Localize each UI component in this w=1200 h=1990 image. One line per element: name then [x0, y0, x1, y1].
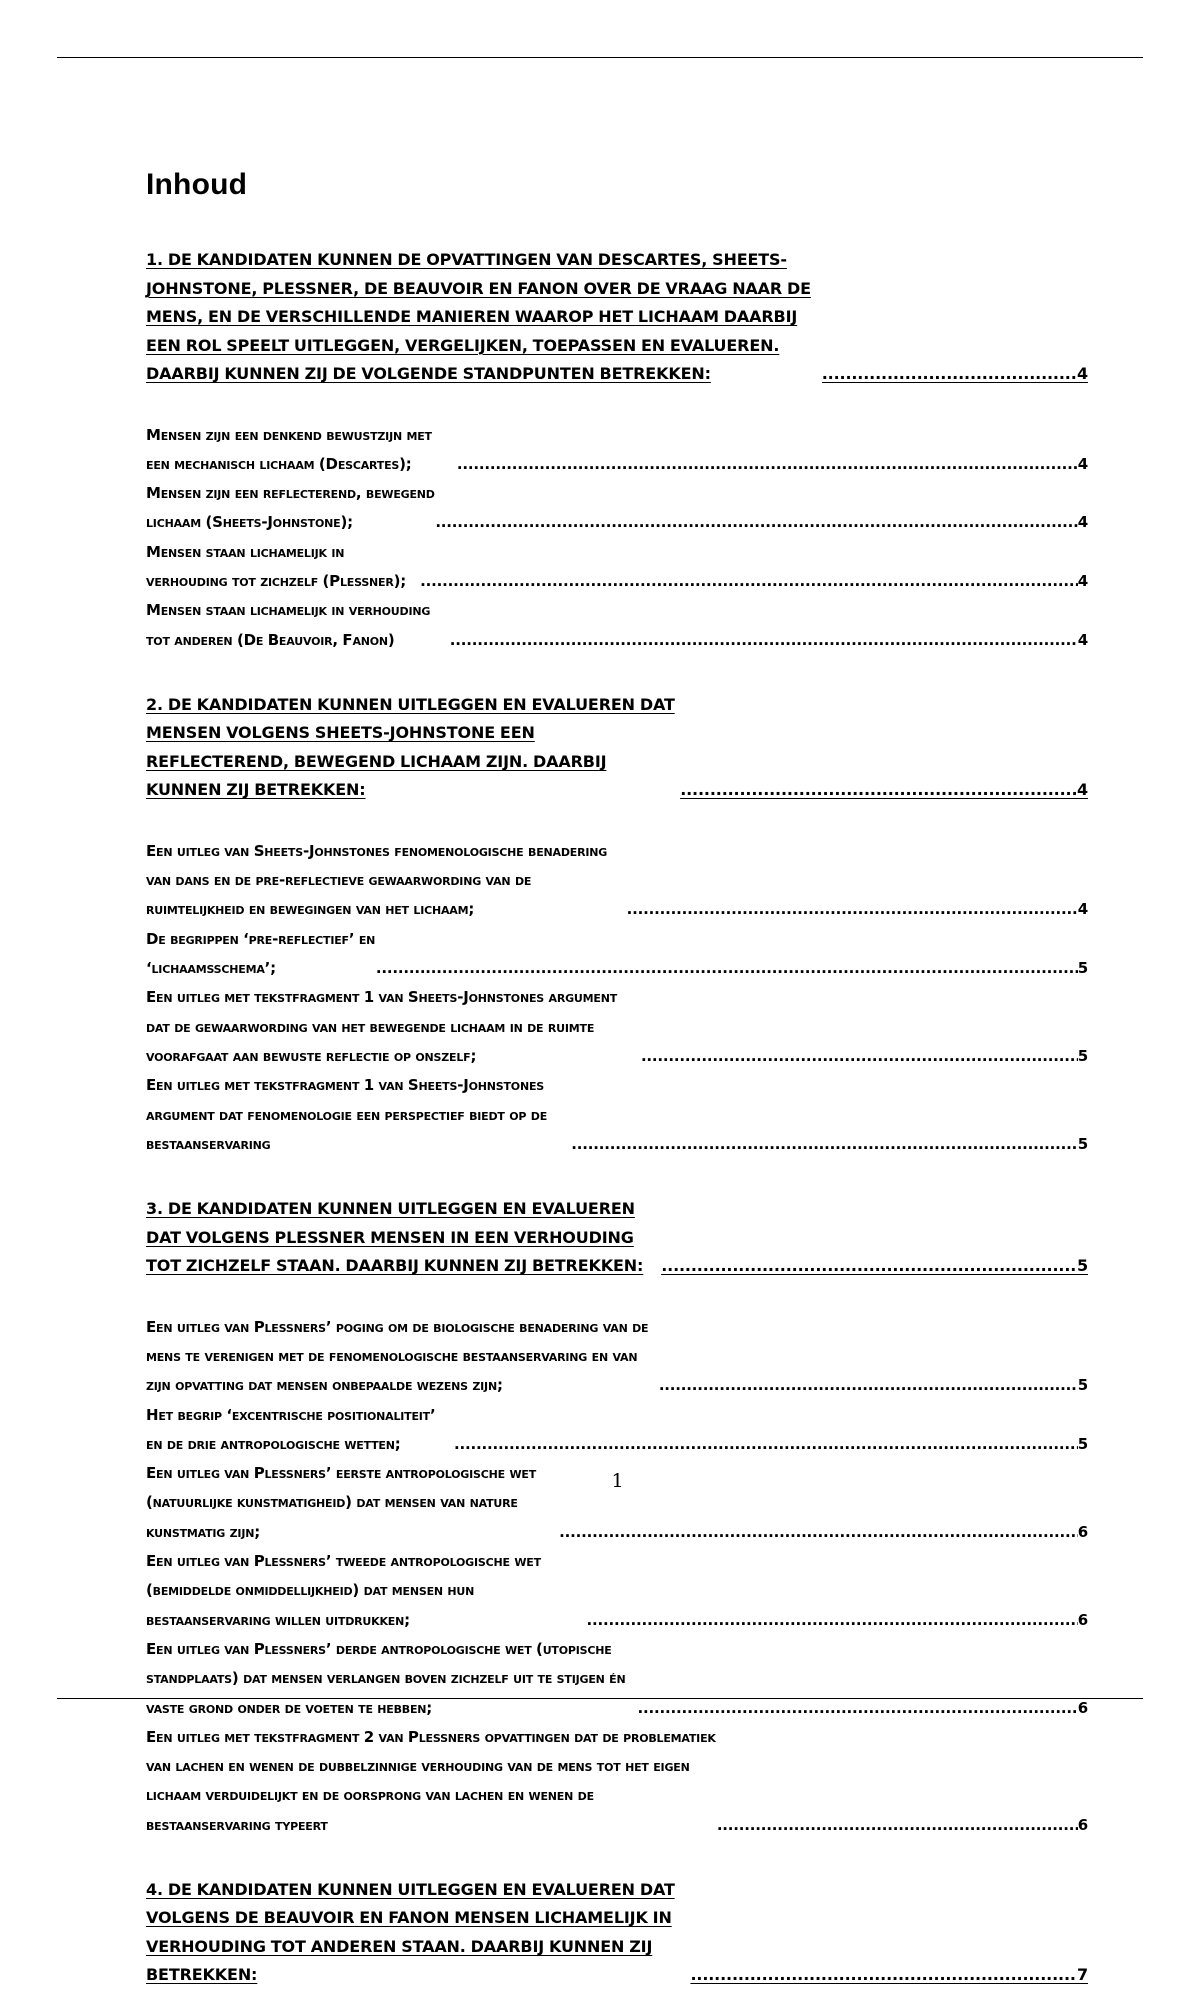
dot-leader: [641, 1042, 1078, 1071]
toc-heading-entry[interactable]: [146, 1876, 1088, 1990]
toc-subentry-text: Een uitleg van Plessners’ poging om de biologische benadering van de mens te verenigen met de fenomenologische bestaanservaring en van zijn opvatting dat mensen onbepaalde wezens zijn;: [146, 1317, 649, 1395]
toc-subentry-text: De begrippen ‘pre-reflectief’ en ‘lichaamsschema’;: [146, 929, 376, 978]
toc-subentry-text: Mensen staan lichamelijk in verhouding tot zichzelf (Plessner);: [146, 542, 407, 590]
dot-leader: [376, 954, 1078, 983]
toc-page-number: 5: [1077, 1134, 1088, 1153]
toc-page-number: 6: [1077, 1698, 1088, 1717]
toc-subentry[interactable]: [146, 1547, 1088, 1635]
dot-leader: [420, 567, 1078, 596]
toc-page-number: 6: [1077, 1815, 1088, 1834]
toc-page-number: 4: [1077, 900, 1088, 919]
toc-heading-entry[interactable]: [146, 246, 1088, 389]
toc-subentry-text: Een uitleg van Plessners’ derde antropologische wet (utopische standplaats) dat mensen verlangen boven zichzelf uit te stijgen én vaste grond onder de voeten te hebben;: [146, 1639, 626, 1717]
toc-heading-entry[interactable]: [146, 691, 1088, 805]
dot-leader: [450, 626, 1078, 655]
dot-leader: [661, 1252, 1077, 1281]
dot-leader: [435, 508, 1077, 537]
dot-leader: [571, 1130, 1077, 1159]
table-of-contents: [146, 246, 1088, 1990]
toc-section: [146, 1876, 1088, 1990]
dot-leader: [559, 1518, 1078, 1547]
toc-subentry[interactable]: [146, 837, 1088, 925]
toc-page-number: 7: [1077, 1965, 1088, 1985]
toc-subentry-text: Een uitleg met tekstfragment 2 van Plessners opvattingen dat de problematiek van lachen en wenen de dubbelzinnige verhouding van de mens tot het eigen lichaam verduidelijkt en de oorsprong van lachen en wenen de bestaanservaring typeert: [146, 1727, 716, 1834]
toc-section: [146, 246, 1088, 655]
toc-subentry-text: Een uitleg van Plessners’ eerste antropologische wet (natuurlijke kunstmatigheid) dat mensen van nature kunstmatig zijn;: [146, 1464, 536, 1541]
toc-heading-text: 4. DE KANDIDATEN KUNNEN UITLEGGEN EN EVALUEREN DAT VOLGENS DE BEAUVOIR EN FANON MENSEN LICHAMELIJK IN VERHOUDING TOT ANDEREN STAAN. DAARBIJ KUNNEN ZIJ BETREKKEN:: [146, 1879, 675, 1985]
toc-page-number: 5: [1077, 1376, 1088, 1395]
toc-subentry[interactable]: [146, 983, 1088, 1071]
toc-page-number: 4: [1077, 364, 1088, 383]
toc-heading-entry[interactable]: [146, 1195, 1088, 1281]
toc-subentry[interactable]: [146, 1635, 1088, 1723]
dot-leader: [659, 1371, 1078, 1400]
toc-page-number: 5: [1077, 1434, 1088, 1453]
dot-leader: [717, 1811, 1078, 1840]
toc-subentry[interactable]: [146, 1723, 1088, 1840]
toc-page-number: 5: [1077, 959, 1088, 978]
toc-page-number: 6: [1077, 1610, 1088, 1629]
dot-leader: [680, 776, 1077, 805]
toc-subentry-text: Een uitleg met tekstfragment 1 van Sheets-Johnstones argument dat fenomenologie een perspectief biedt op de bestaanservaring: [146, 1076, 548, 1153]
toc-heading-text: 2. DE KANDIDATEN KUNNEN UITLEGGEN EN EVALUEREN DAT MENSEN VOLGENS SHEETS-JOHNSTONE EEN REFLECTEREND, BEWEGEND LICHAAM ZIJN. DAARBIJ KUNNEN ZIJ BETREKKEN:: [146, 694, 675, 800]
dot-leader: [457, 450, 1078, 479]
toc-subentry-text: Mensen staan lichamelijk in verhouding tot anderen (De Beauvoir, Fanon): [146, 601, 431, 649]
toc-subentry-list: [146, 421, 1088, 655]
toc-subentry-text: Een uitleg met tekstfragment 1 van Sheets-Johnstones argument dat de gewaarwording van het bewegende lichaam in de ruimte voorafgaat aan bewuste reflectie op onszelf;: [146, 988, 618, 1065]
dot-leader: [690, 1961, 1077, 1990]
footer-rule: [57, 1698, 1143, 1699]
toc-subentry[interactable]: [146, 1071, 1088, 1159]
toc-subentry[interactable]: [146, 1401, 1088, 1460]
toc-page-number: 5: [1077, 1046, 1088, 1065]
toc-subentry[interactable]: [146, 479, 1088, 538]
toc-subentry[interactable]: [146, 596, 1088, 655]
toc-subentry[interactable]: [146, 421, 1088, 480]
toc-subentry[interactable]: [146, 925, 1088, 984]
toc-subentry[interactable]: [146, 1313, 1088, 1401]
toc-subentry-text: Mensen zijn een reflecterend, bewegend lichaam (Sheets-Johnstone);: [146, 484, 435, 532]
toc-subentry[interactable]: [146, 538, 1088, 597]
toc-page-number: 4: [1077, 571, 1088, 590]
toc-heading-text: 1. DE KANDIDATEN KUNNEN DE OPVATTINGEN VAN DESCARTES, SHEETS-JOHNSTONE, PLESSNER, DE BEAUVOIR EN FANON OVER DE VRAAG NAAR DE MENS, EN DE VERSCHILLENDE MANIEREN WAAROP HET LICHAAM DAARBIJ EEN ROL SPEELT UITLEGGEN, VERGELIJKEN, TOEPASSEN EN EVALUEREN. DAARBIJ KUNNEN ZIJ DE VOLGENDE STANDPUNTEN BETREKKEN:: [146, 250, 811, 383]
toc-page-number: 4: [1077, 513, 1088, 532]
toc-page-number: 6: [1077, 1522, 1088, 1541]
toc-page-number: 4: [1077, 780, 1088, 800]
toc-section: [146, 691, 1088, 1159]
dot-leader: [587, 1606, 1078, 1635]
toc-page-number: 4: [1077, 630, 1088, 649]
toc-subentry-text: Een uitleg van Plessners’ tweede antropologische wet (bemiddelde onmiddellijkheid) dat mensen hun bestaanservaring willen uitdrukken;: [146, 1552, 541, 1629]
header-rule: [57, 57, 1143, 58]
page-title: Inhoud: [146, 168, 248, 201]
toc-subentry-text: Mensen zijn een denkend bewustzijn met een mechanisch lichaam (Descartes);: [146, 425, 432, 473]
toc-subentry-text: Het begrip ‘excentrische positionaliteit’ en de drie antropologische wetten;: [146, 1405, 436, 1453]
toc-subentry-text: Een uitleg van Sheets-Johnstones fenomenologische benadering van dans en de pre-reflectieve gewaarwording van de ruimtelijkheid en bewegingen van het lichaam;: [146, 841, 608, 919]
dot-leader: [822, 360, 1077, 389]
toc-page-number: 4: [1077, 454, 1088, 473]
dot-leader: [627, 895, 1078, 924]
toc-page-number: 5: [1077, 1256, 1088, 1276]
toc-heading-text: 3. DE KANDIDATEN KUNNEN UITLEGGEN EN EVALUEREN DAT VOLGENS PLESSNER MENSEN IN EEN VERHOUDING TOT ZICHZELF STAAN. DAARBIJ KUNNEN ZIJ BETREKKEN:: [146, 1199, 644, 1276]
page-number: 1: [611, 1470, 624, 1492]
toc-subentry-list: [146, 1313, 1088, 1840]
dot-leader: [454, 1430, 1078, 1459]
toc-subentry-list: [146, 837, 1088, 1159]
toc-section: [146, 1195, 1088, 1840]
